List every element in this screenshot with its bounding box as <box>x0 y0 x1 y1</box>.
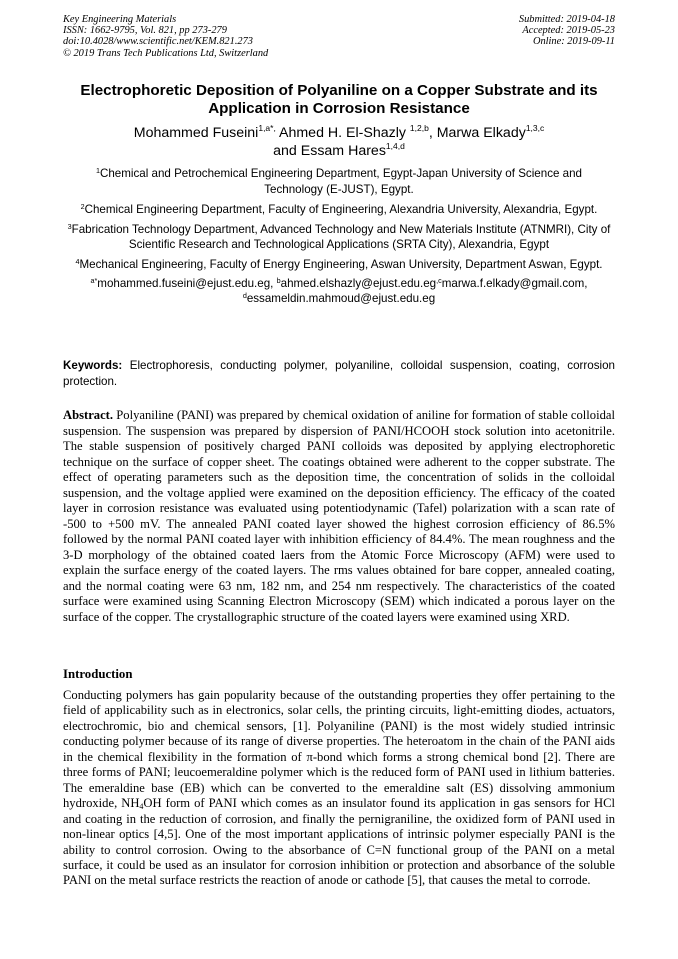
accepted-date: Accepted: 2019-05-23 <box>522 25 615 37</box>
section-heading-introduction: Introduction <box>63 667 133 681</box>
affiliations <box>66 166 612 311</box>
author-affil-sup: 1,2,b <box>409 123 429 133</box>
author-list: Mohammed Fuseini$^{1,a*,}$ Ahmed H. El-Shazly $^{1,2,b}$, Marwa Elkady$^{1,3,c}$ and Essam Hares$^{1,4,d}$ <box>133 123 545 159</box>
keywords <box>63 358 615 389</box>
author-emails: $^{a*}$mohammed.fuseini@ejust.edu.eg, $^bahmed.elshazly@ejust.edu.eg^{,c}marwa.f.elkady@gmail.com$, $^d$essameldin.mahmoud@ejust.edu.eg <box>90 276 588 305</box>
keywords-label: Keywords: <box>63 359 123 372</box>
author-affil-sup: 1,a*, <box>258 123 276 133</box>
affiliation-item: $^4$Mechanical Engineering, Faculty of Energy Engineering, Aswan University, Department Aswan, Egypt. <box>75 257 603 272</box>
affiliation-item: $^2$Chemical Engineering Department, Faculty of Engineering, Alexandria University, Alexandria, Egypt. <box>80 201 598 216</box>
journal-name: Key Engineering Materials <box>63 14 177 25</box>
author-affil-sup: 1,3,c <box>525 123 545 133</box>
journal-header-left <box>63 14 268 59</box>
issn: ISSN: 1662-9795, Vol. 821, pp 273-279 <box>63 25 227 37</box>
affiliation-item: $^3$Fabrication Technology Department, Advanced Technology and New Materials Institute (ATNMRI), City of Scientific Research and Technological Applications (SRTA City), Alexandria, Egypt <box>67 221 611 252</box>
paper-title: Electrophoretic Deposition of Polyaniline on a Copper Substrate and its Application in Corrosion Resistance <box>80 82 598 117</box>
online-date: Online: 2019-09-11 <box>532 36 615 48</box>
abstract <box>63 408 615 625</box>
email-link[interactable]: mohammed.fuseini@ejust.edu.eg <box>97 277 271 291</box>
doi[interactable]: doi:10.4028/www.scientific.net/KEM.821.273 <box>63 36 253 48</box>
affiliation-item: $^1$Chemical and Petrochemical Engineering Department, Egypt-Japan University of Science and Technology (E-JUST), Egypt. <box>95 166 583 196</box>
email-link[interactable]: marwa.f.elkady@gmail.com, <box>441 277 588 291</box>
author-affil-sup: 1,4,d <box>385 141 405 151</box>
journal-header-right <box>519 14 615 48</box>
introduction-body: Conducting polymers has gain popularity because of the outstanding properties they offer pertaining to the field of applicability such as in electronics, solar cells, the printing circuits, light-emitting diodes, actuators, electrochromic, bio and chemical sensors, [1]. Polyaniline (PANI) is the most widely studied intrinsic conducting polymer because of its range of diverse properties. The heteroatom in the chain of the PANI aids in the chemical flexibility in the formation of π-bond which forms a strong chemical bond [2]. There are three forms of PANI; leucoemeraldine polymer which is the reduced form of PANI used in lithium batteries. The emeraldine base (EB) which can be converted to the emeraldine salt (ES) dissolving ammonium hydroxide, $NH_4OH$ form of PANI which comes as an insulator found its application in gas sensors for HCl and coating in the reduction of corrosion, and finally the pernigraniline, the oxidized form of PANI used in non-linear optics [4,5]. One of the most important applications of intrinsic polymer especially PANI is the ability to control corrosion. Owing to the absorbance of C=N functional group of the PANI on a metal surface, it could be used as an insulator for corrosion inhibition or protection and absorbance of the soluble PANI on the metal surface restricts the reaction of anode or cathode [5], that causes the metal to corrode. <box>63 688 615 888</box>
abstract-label: Abstract. <box>63 408 114 422</box>
email-link[interactable]: essameldin.mahmoud@ejust.edu.eg <box>246 291 436 305</box>
submitted-date: Submitted: 2019-04-18 <box>518 14 615 25</box>
author-name: Mohammed Fuseini <box>133 125 259 141</box>
abstract-text: Polyaniline (PANI) was prepared by chemical oxidation of aniline for formation of stable colloidal suspension. The suspension was prepared by dispersion of PANI/HCOOH stock solution into acetonitrile. The stable suspension of positively charged PANI colloids was deposited by applying electrophoretic technique on the surface of copper sheet. The coatings obtained were adherent to the copper substrate. The effect of operating parameters such as the deposition time, the concentration of solids in the colloidal suspension, and the voltage applied were examined on the deposition efficiency. The efficacy of the coated layer in corrosion resistance was evaluated using potentiodynamic (Tafel) polarization with a scan rate of -500 to +500 mV. The annealed PANI coated layer showed the highest corrosion efficiency of 86.5% followed by the normal PANI coated layer with inhibition efficiency of 84.4%. The mean roughness and the 3-D morphology of the obtained coated laers from the Atomic Force Microscopy (AFM) were used to explain the surface energy of the coated layers. The rms values obtained for bare copper, annealed coating, and the normal coating were 63 nm, 182 nm, and 254 nm respectively. The characteristics of the coated surface were examined using Scanning Electron Microscopy (SEM) which indicated a porous layer on the surface of the copper. The crystallographic structure of the coated layers were examined using XRD. <box>63 408 615 624</box>
copyright: © 2019 Trans Tech Publications Ltd, Switzerland <box>63 47 269 59</box>
author-name: and Essam Hares <box>273 143 386 159</box>
author-name: Ahmed H. El-Shazly <box>279 125 410 141</box>
keywords-text: Electrophoresis, conducting polymer, polyaniline, colloidal suspension, coating, corrosion protection. <box>63 359 615 388</box>
author-name: Marwa Elkady <box>436 125 526 141</box>
email-link[interactable]: ahmed.elshazly@ejust.edu.eg <box>280 277 437 291</box>
